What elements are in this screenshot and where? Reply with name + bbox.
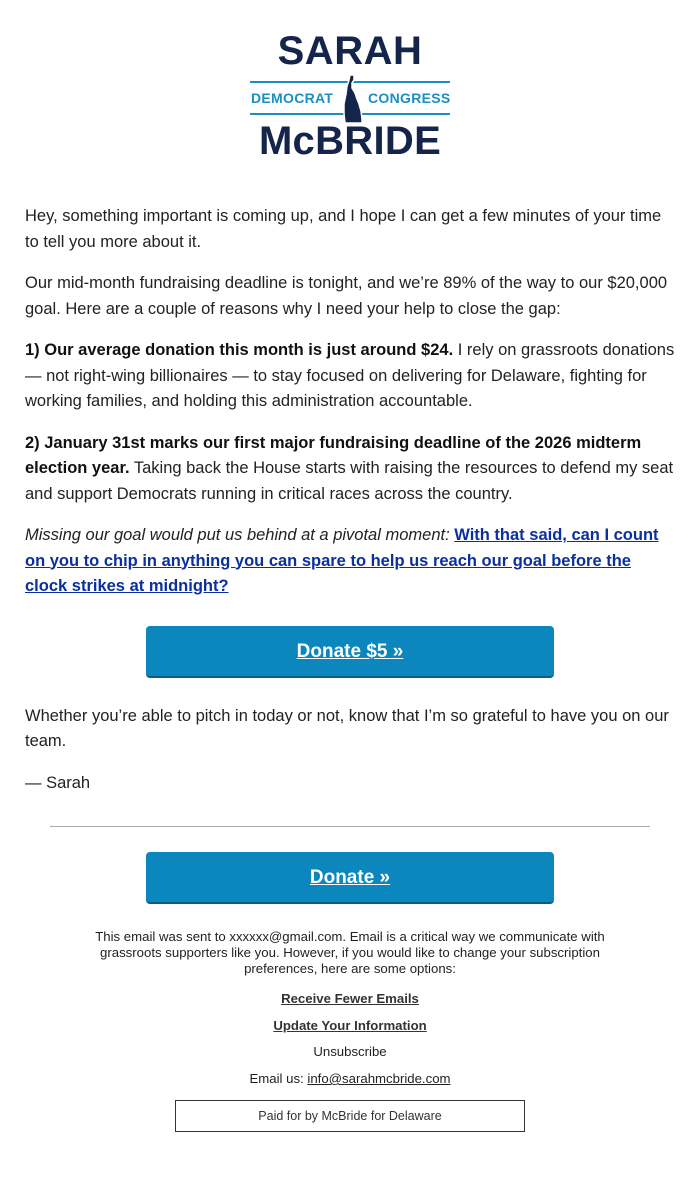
signoff: — Sarah <box>25 773 91 792</box>
campaign-logo <box>25 0 675 170</box>
reason-one-paragraph <box>25 338 675 415</box>
donate-5-button[interactable]: Donate $5 » <box>146 626 554 678</box>
appeal-italic-text: Missing our goal would put us behind at a pivotal moment: <box>25 526 450 544</box>
goal-paragraph: Our mid-month fundraising deadline is tonight, and we’re 89% of the way to our $20,000 goal. Here are a couple of reasons why I need your help to close the gap: <box>25 274 668 318</box>
email-body <box>25 0 675 1132</box>
receive-fewer-emails-link[interactable]: Receive Fewer Emails <box>281 991 419 1006</box>
paid-for-disclaimer: Paid for by McBride for Delaware <box>175 1100 525 1132</box>
appeal-paragraph <box>25 523 675 600</box>
appeal-donate-link[interactable]: With that said, can I count on you to chip in anything you can spare to help us reach our goal before the clock strikes at midnight? <box>25 526 659 595</box>
reason-two-paragraph <box>25 431 675 508</box>
email-us-label: Email us: <box>249 1071 308 1086</box>
intro-paragraph: Hey, something important is coming up, and I hope I can get a few minutes of your time to tell you more about it. <box>25 207 662 251</box>
reason-two-text: Taking back the House starts with raising the resources to defend my seat and support Democrats running in critical races across the country. <box>25 459 674 503</box>
logo-first-name: SARAH <box>277 29 423 73</box>
logo-democrat-tag: DEMOCRAT <box>251 90 334 106</box>
reason-one-heading: 1) Our average donation this month is just around $24. <box>25 341 454 359</box>
logo-congress-tag: CONGRESS <box>368 90 451 106</box>
contact-email-link[interactable]: info@sarahmcbride.com <box>307 1071 451 1086</box>
donate-button[interactable]: Donate » <box>146 852 554 904</box>
update-information-link[interactable]: Update Your Information <box>273 1018 427 1033</box>
footer-note: This email was sent to xxxxxx@gmail.com. Email is a critical way we communicate with grassroots supporters like you. However, if you would like to change your subscription preferences, here are some options: <box>95 929 605 976</box>
unsubscribe-link[interactable]: Unsubscribe <box>313 1044 387 1059</box>
reason-two-heading: 2) January 31st marks our first major fundraising deadline of the 2026 midterm election year. <box>25 433 642 477</box>
logo-last-name: McBRIDE <box>258 119 442 163</box>
delaware-state-icon <box>341 74 363 124</box>
gratitude-paragraph: Whether you’re able to pitch in today or not, know that I’m so grateful to have you on our team. <box>25 706 669 750</box>
email-footer <box>25 929 675 1132</box>
reason-one-text: I rely on grassroots donations — not right-wing billionaires — to stay focused on delivering for Delaware, fighting for working families, and holding this administration accountable. <box>25 341 675 410</box>
logo-middle-band <box>25 80 675 116</box>
